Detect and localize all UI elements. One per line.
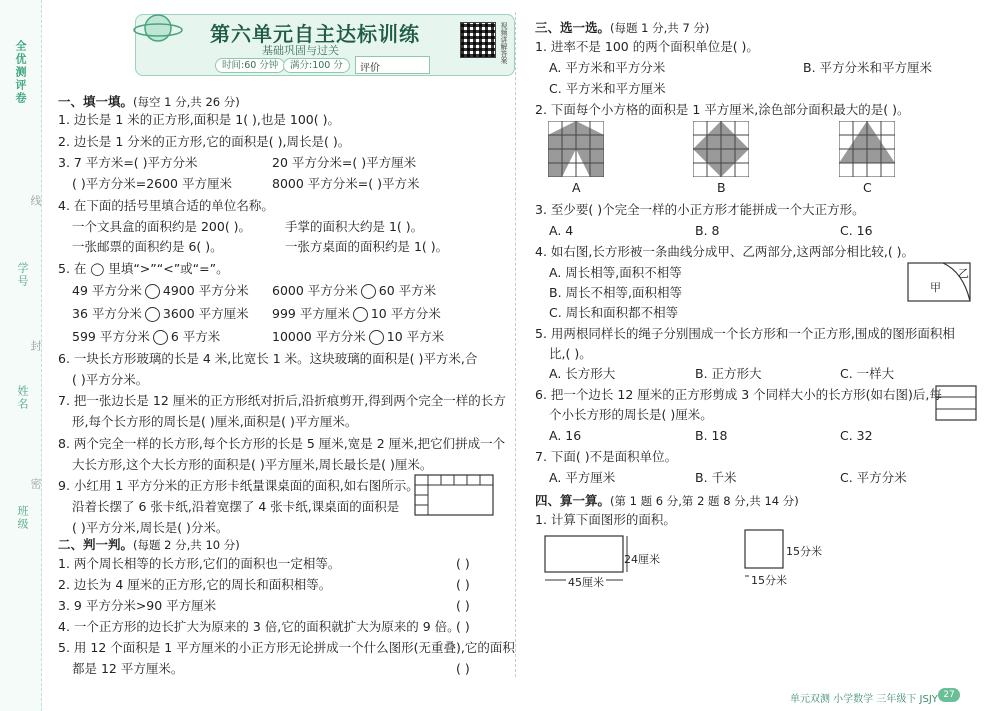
compare-circle[interactable] — [369, 330, 384, 345]
sec2-title — [58, 535, 240, 553]
answer-bracket[interactable]: ( ) — [456, 661, 470, 676]
sec3-q1-a: A. 平方米和平方分米 — [549, 60, 666, 75]
q5e-right: 6 平方米 — [170, 329, 221, 344]
sec3-q4-c: C. 周长和面积都不相等 — [549, 305, 679, 320]
sec1-q8b: 大长方形,这个大长方形的面积是( )平方厘米,周长最长是( )厘米。 — [72, 457, 433, 472]
banji-label: 班级 — [16, 505, 29, 531]
sec1-q1: 1. 边长是 1 米的正方形,面积是 1( ),也是 100( )。 — [58, 112, 340, 127]
sec1-q6b: ( )平方分米。 — [72, 372, 149, 387]
sec3-q3-c: C. 16 — [840, 223, 873, 238]
grid-figure-c — [839, 121, 895, 177]
rect-height-label: 24厘米 — [624, 553, 660, 566]
compare-circle[interactable] — [145, 284, 160, 299]
sec2-title-text: 二、判一判。 — [58, 537, 134, 552]
q5b-right: 60 平方米 — [378, 283, 437, 298]
sec1-q6a: 6. 一块长方形玻璃的长是 4 米,比宽长 1 米。这块玻璃的面积是( )平方米,合 — [58, 351, 478, 366]
sec1-q4d: 一张方桌面的面积约是 1( )。 — [285, 239, 449, 254]
grid-figure-a — [548, 121, 604, 177]
mi-mark: 密 — [29, 478, 42, 491]
sec1-q9c: ( )平方分米,周长是( )分米。 — [72, 520, 229, 535]
sec3-points: (每题 1 分,共 7 分) — [610, 21, 710, 35]
qr-code — [460, 22, 496, 58]
sec3-q7-c: C. 平方分米 — [840, 470, 907, 485]
xuehao-label: 学号 — [16, 262, 29, 288]
compare-row — [272, 306, 441, 322]
sec3-q6-b: B. 18 — [695, 428, 728, 443]
sec1-q3d: 8000 平方分米=( )平方米 — [272, 176, 420, 191]
compare-row — [272, 329, 444, 345]
compare-circle[interactable] — [353, 307, 368, 322]
sec1-q7b: 形,每个长方形的周长是( )厘米,面积是( )平方厘米。 — [72, 414, 358, 429]
answer-bracket[interactable]: ( ) — [456, 619, 470, 634]
page-number: 27 — [938, 688, 960, 702]
sec3-q4-a: A. 周长相等,面积不相等 — [549, 265, 682, 280]
xingming-label: 姓名 — [16, 385, 29, 411]
sec3-q3: 3. 至少要( )个完全一样的小正方形才能拼成一个大正方形。 — [535, 202, 865, 217]
sec3-q6a: 6. 把一个边长 12 厘米的正方形剪成 3 个同样大小的长方形(如右图)后,每 — [535, 387, 942, 402]
sec3-q1-b: B. 平方分米和平方厘米 — [803, 60, 933, 75]
sec4-q1: 1. 计算下面图形的面积。 — [535, 512, 676, 527]
sec1-title — [58, 92, 240, 110]
sec1-points: (每空 1 分,共 26 分) — [133, 95, 240, 109]
compare-row — [72, 283, 249, 299]
score-pill: 满分:100 分 — [283, 58, 350, 73]
compare-circle[interactable] — [145, 307, 160, 322]
q5c-right: 3600 平方厘米 — [162, 306, 249, 321]
q5e-left: 599 平方分米 — [72, 329, 150, 344]
figure-b-label: B — [717, 180, 726, 195]
q5b-left: 6000 平方分米 — [272, 283, 358, 298]
q5d-right: 10 平方分米 — [370, 306, 441, 321]
sec2-q3: 3. 9 平方分米>90 平方厘米 — [58, 598, 217, 613]
sec3-q3-a: A. 4 — [549, 223, 574, 238]
rect-width-label: 45厘米 — [568, 576, 604, 589]
sec1-title-text: 一、填一填。 — [58, 94, 134, 109]
compare-circle[interactable] — [153, 330, 168, 345]
grid-figure-b — [693, 121, 749, 177]
sec2-points: (每题 2 分,共 10 分) — [133, 538, 240, 552]
planet-icon — [132, 8, 184, 48]
sec2-q5a: 5. 用 12 个面积是 1 平方厘米的小正方形无论拼成一个什么图形(无重叠),它的面积 — [58, 640, 515, 655]
brand-vertical: 全优测评卷 — [14, 40, 27, 105]
sec3-title-text: 三、选一选。 — [535, 20, 611, 35]
desk-grid-figure — [414, 474, 494, 516]
sec1-q9a: 9. 小红用 1 平方分米的正方形卡纸量课桌面的面积,如右图所示。 — [58, 478, 419, 493]
sec3-q6b: 个小长方形的周长是( )厘米。 — [549, 407, 713, 422]
sec3-q5b: 比,( )。 — [549, 346, 592, 361]
sec3-title — [535, 18, 709, 36]
sec3-q5a: 5. 用两根同样长的绳子分别围成一个长方形和一个正方形,围成的图形面积相 — [535, 326, 955, 341]
square-bottom-label: 15分米 — [751, 574, 787, 587]
sec2-q2: 2. 边长为 4 厘米的正方形,它的周长和面积相等。 — [58, 577, 332, 592]
square-side-label: 15分米 — [786, 545, 822, 558]
sec1-q4a: 一个文具盒的面积约是 200( )。 — [72, 219, 252, 234]
sec3-q7: 7. 下面( )不是面积单位。 — [535, 449, 678, 464]
sec1-q3c: ( )平方分米=2600 平方厘米 — [72, 176, 232, 191]
sec3-q5-c: C. 一样大 — [840, 366, 895, 381]
compare-row — [72, 329, 220, 345]
q5d-left: 999 平方厘米 — [272, 306, 350, 321]
binding-strip — [0, 0, 42, 711]
sec1-q4c: 一张邮票的面积约是 6( )。 — [72, 239, 223, 254]
sec3-q7-b: B. 千米 — [695, 470, 737, 485]
sec2-q5b: 都是 12 平方厘米。 — [72, 661, 184, 676]
sec4-points: (第 1 题 6 分,第 2 题 8 分,共 14 分) — [610, 494, 799, 508]
sec3-q6-a: A. 16 — [549, 428, 582, 443]
sec1-q3a: 3. 7 平方米=( )平方分米 — [58, 155, 198, 170]
compare-circle[interactable] — [361, 284, 376, 299]
compare-row — [72, 306, 249, 322]
yi-label: 乙 — [958, 267, 969, 280]
compare-row — [272, 283, 436, 299]
time-pill: 时间:60 分钟 — [215, 58, 285, 73]
q5a-right: 4900 平方分米 — [162, 283, 249, 298]
q5f-right: 10 平方米 — [386, 329, 445, 344]
column-divider — [515, 12, 516, 677]
qr-caption: 视频讲解答案 — [500, 22, 508, 64]
figure-c-label: C — [863, 180, 872, 195]
sec4-title — [535, 491, 799, 509]
sec3-q1: 1. 进率不是 100 的两个面积单位是( )。 — [535, 39, 759, 54]
answer-bracket[interactable]: ( ) — [456, 598, 470, 613]
sec3-q4: 4. 如右图,长方形被一条曲线分成甲、乙两部分,这两部分相比较,( )。 — [535, 244, 915, 259]
sec3-q7-a: A. 平方厘米 — [549, 470, 616, 485]
jia-label: 甲 — [930, 281, 941, 294]
sec1-q4: 4. 在下面的括号里填合适的单位名称。 — [58, 198, 274, 213]
answer-bracket[interactable]: ( ) — [456, 556, 470, 571]
sec3-q5-b: B. 正方形大 — [695, 366, 762, 381]
rating-label: 评价 — [360, 63, 380, 74]
sec2-q1: 1. 两个周长相等的长方形,它们的面积也一定相等。 — [58, 556, 341, 571]
sec1-q7a: 7. 把一张边长是 12 厘米的正方形纸对折后,沿折痕剪开,得到两个完全一样的长方 — [58, 393, 506, 408]
sec1-q9b: 沿着长摆了 6 张卡纸,沿着宽摆了 4 张卡纸,课桌面的面积是 — [72, 499, 400, 514]
page-subtitle: 基础巩固与过关 — [262, 44, 339, 57]
q5a-left: 49 平方分米 — [72, 283, 142, 298]
q5f-left: 10000 平方分米 — [272, 329, 366, 344]
sec2-q4: 4. 一个正方形的边长扩大为原来的 3 倍,它的面积就扩大为原来的 9 倍。 — [58, 619, 460, 634]
sec4-title-text: 四、算一算。 — [535, 493, 611, 508]
rating-box — [355, 56, 430, 74]
answer-bracket[interactable]: ( ) — [456, 577, 470, 592]
sec1-q3b: 20 平方分米=( )平方厘米 — [272, 155, 417, 170]
sec3-q1-c: C. 平方米和平方厘米 — [549, 81, 666, 96]
sec3-q6-c: C. 32 — [840, 428, 873, 443]
feng-mark: 封 — [29, 340, 42, 353]
xian-mark: 线 — [29, 195, 42, 208]
page-title: 第六单元自主达标训练 — [210, 22, 420, 46]
sec3-q4-b: B. 周长不相等,面积相等 — [549, 285, 682, 300]
sec1-q4b: 手掌的面积大约是 1( )。 — [285, 219, 424, 234]
three-rect-figure — [935, 385, 977, 421]
sec1-q5: 5. 在 ◯ 里填“>”“<”或“=”。 — [58, 261, 229, 276]
sec3-q3-b: B. 8 — [695, 223, 720, 238]
sec3-q5-a: A. 长方形大 — [549, 366, 616, 381]
sec3-q2: 2. 下面每个小方格的面积是 1 平方厘米,涂色部分面积最大的是( )。 — [535, 102, 910, 117]
sec1-q2: 2. 边长是 1 分米的正方形,它的面积是( ),周长是( )。 — [58, 134, 351, 149]
figure-a-label: A — [572, 180, 581, 195]
footer-text: 单元双测 小学数学 三年级下 JSJY — [790, 694, 938, 705]
sec1-q8a: 8. 两个完全一样的长方形,每个长方形的长是 5 厘米,宽是 2 厘米,把它们拼成一个 — [58, 436, 506, 451]
q5c-left: 36 平方分米 — [72, 306, 142, 321]
